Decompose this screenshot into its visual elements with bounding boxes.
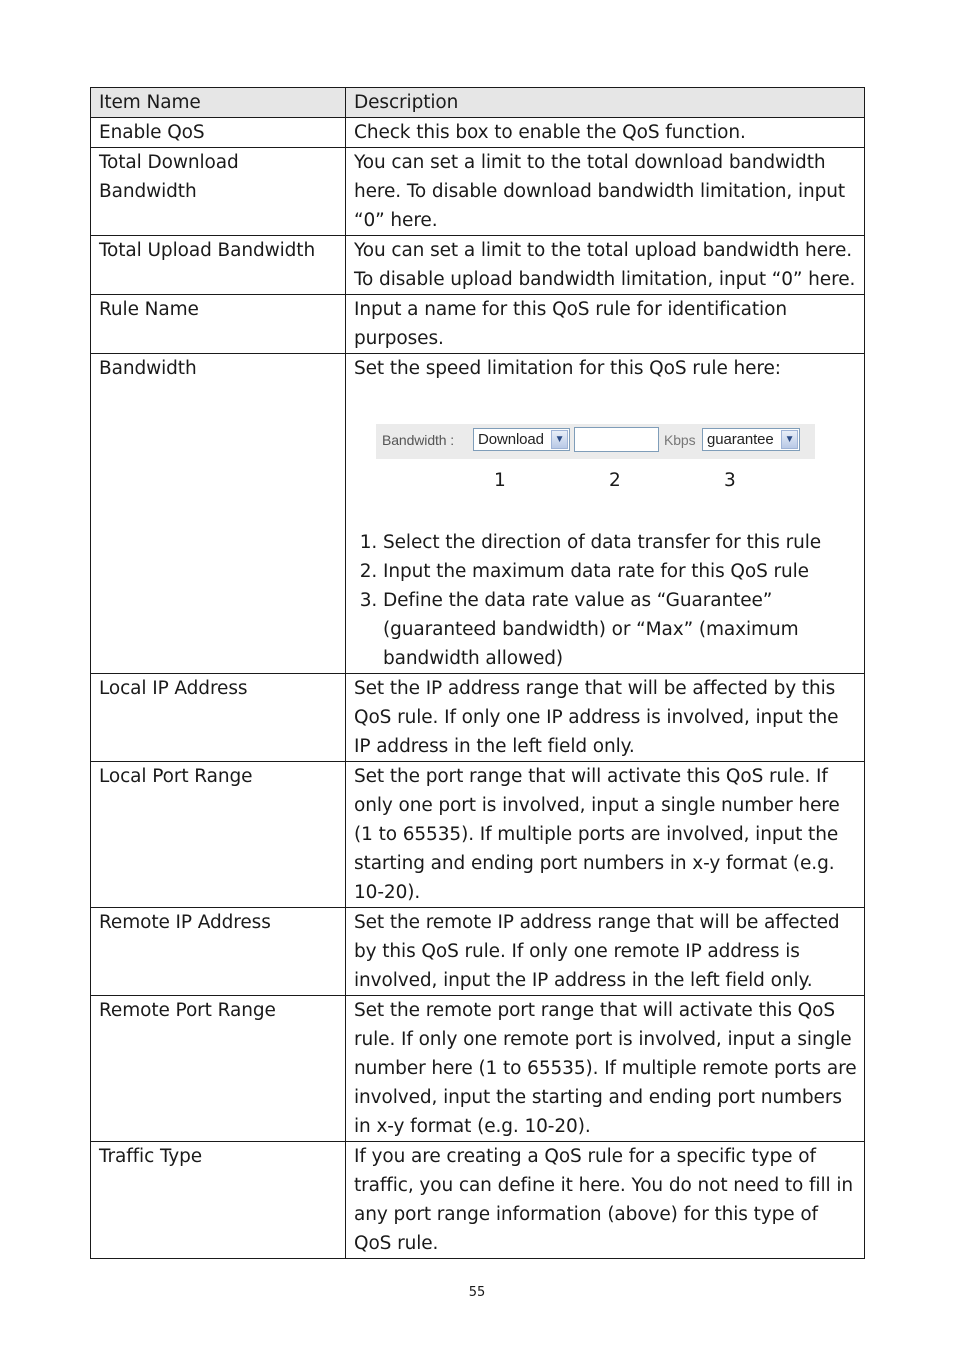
column-header-item-name: Item Name <box>91 88 346 118</box>
table-row <box>91 762 865 908</box>
direction-select-value: Download <box>478 431 544 448</box>
rate-type-select[interactable] <box>702 428 800 451</box>
table-row <box>91 908 865 996</box>
table-row <box>91 674 865 762</box>
description-cell: You can set a limit to the total upload bandwidth here. To disable upload bandwidth limitation, input “0” here. <box>346 236 865 295</box>
table-row <box>91 354 865 674</box>
item-name-cell: Traffic Type <box>91 1142 346 1259</box>
table-row <box>91 118 865 148</box>
item-name-cell: Total Upload Bandwidth <box>91 236 346 295</box>
description-cell: Set the remote port range that will activate this QoS rule. If only one remote port is involved, input a single number here (1 to 65535). If multiple remote ports are involved, input the starting and ending port numbers in x-y format (e.g. 10-20). <box>346 996 865 1142</box>
item-name-cell: Bandwidth <box>91 354 346 674</box>
callout-numbers <box>354 459 858 499</box>
item-name-cell: Local IP Address <box>91 674 346 762</box>
chevron-down-icon: ▼ <box>551 430 568 449</box>
table-row <box>91 148 865 236</box>
bandwidth-steps-list <box>354 528 858 673</box>
table-row <box>91 236 865 295</box>
qos-settings-table <box>90 87 865 1259</box>
table-row <box>91 295 865 354</box>
column-header-description: Description <box>346 88 865 118</box>
rate-input[interactable] <box>574 427 659 452</box>
description-cell: Set the IP address range that will be affected by this QoS rule. If only one IP address is involved, input the IP address in the left field only. <box>346 674 865 762</box>
table-header-row <box>91 88 865 118</box>
description-cell: Set the remote IP address range that will be affected by this QoS rule. If only one remote IP address is involved, input the IP address in the left field only. <box>346 908 865 996</box>
bandwidth-intro-text: Set the speed limitation for this QoS rule here: <box>354 358 781 379</box>
page-number: 55 <box>468 1285 486 1300</box>
bandwidth-control-screenshot <box>376 424 815 459</box>
bandwidth-label: Bandwidth : <box>382 432 455 448</box>
list-item: 2. Input the maximum data rate for this QoS rule <box>383 557 858 586</box>
description-cell: Input a name for this QoS rule for identification purposes. <box>346 295 865 354</box>
item-name-cell: Total Download Bandwidth <box>91 148 346 236</box>
item-name-cell: Remote Port Range <box>91 996 346 1142</box>
description-cell: Set the port range that will activate this QoS rule. If only one port is involved, input a single number here (1 to 65535). If multiple ports are involved, input the starting and ending port numbers in x-y format (e.g. 10-20). <box>346 762 865 908</box>
item-name-cell: Remote IP Address <box>91 908 346 996</box>
table-row <box>91 996 865 1142</box>
description-cell <box>346 354 865 674</box>
table-row <box>91 1142 865 1259</box>
list-item: 1. Select the direction of data transfer for this rule <box>383 528 858 557</box>
item-name-cell: Rule Name <box>91 295 346 354</box>
item-name-cell: Local Port Range <box>91 762 346 908</box>
chevron-down-icon: ▼ <box>781 430 798 449</box>
list-item: 3. Define the data rate value as “Guarantee” (guaranteed bandwidth) or “Max” (maximum bandwidth allowed) <box>383 586 858 673</box>
callout-3: 3 <box>724 470 736 491</box>
rate-unit-label: Kbps <box>664 432 696 448</box>
description-cell: You can set a limit to the total download bandwidth here. To disable download bandwidth limitation, input “0” here. <box>346 148 865 236</box>
description-cell: Check this box to enable the QoS function. <box>346 118 865 148</box>
callout-2: 2 <box>609 470 621 491</box>
direction-select[interactable] <box>473 428 570 451</box>
item-name-cell: Enable QoS <box>91 118 346 148</box>
rate-type-select-value: guarantee <box>707 431 774 448</box>
description-cell: If you are creating a QoS rule for a specific type of traffic, you can define it here. You do not need to fill in any port range information (above) for this type of QoS rule. <box>346 1142 865 1259</box>
callout-1: 1 <box>494 470 506 491</box>
